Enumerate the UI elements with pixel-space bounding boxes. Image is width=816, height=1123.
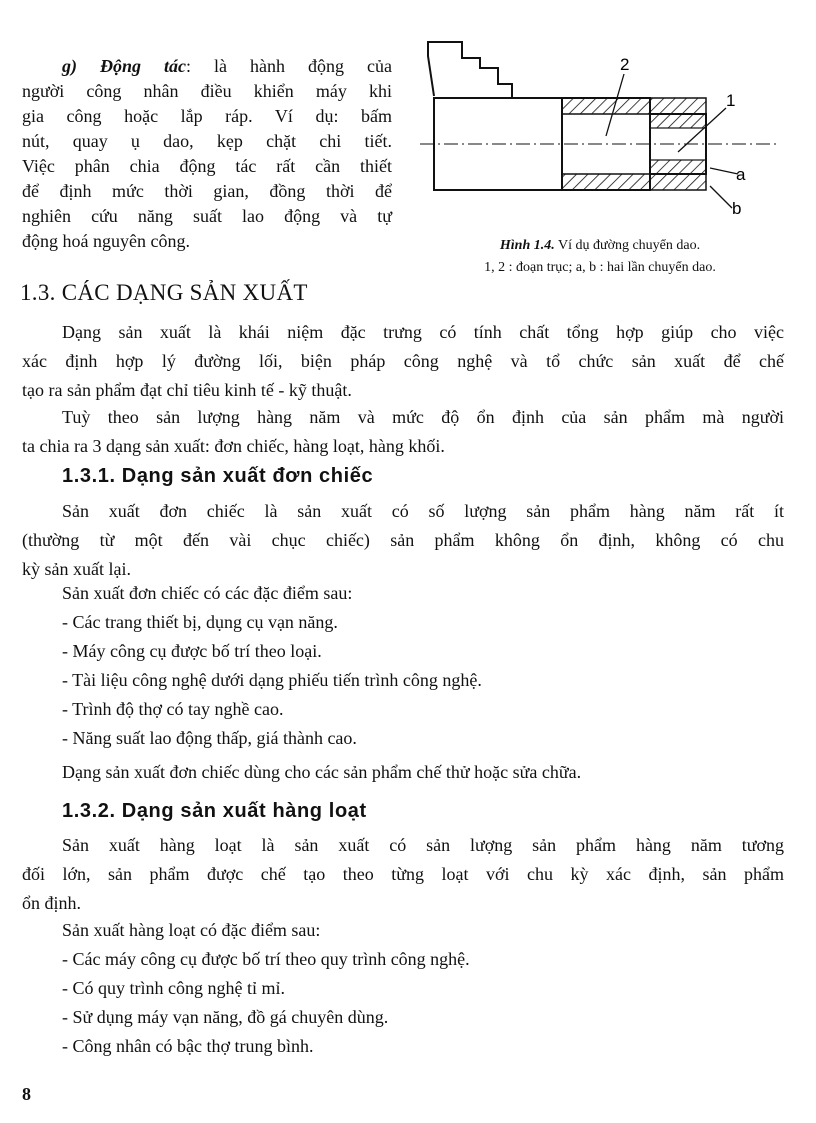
intro-line: động hoá nguyên công.: [22, 231, 190, 251]
list-item: - Sử dụng máy vạn năng, đồ gá chuyên dùng.: [62, 1007, 389, 1027]
intro-line: để định mức thời gian, đồng thời để: [22, 181, 392, 201]
section-paragraph-2: Tuỳ theo sản lượng hàng năm và mức độ ổn định của sản phẩm mà người ta chia ra 3 dạng sản xuất: đơn chiếc, hàng loạt, hàng khối.: [22, 407, 784, 456]
figure-label-a: a: [736, 165, 746, 184]
intro-line: nghiên cứu năng suất lao động và tự: [22, 206, 392, 226]
figure-label-2: 2: [620, 55, 630, 74]
sub2-feature-list: [62, 945, 470, 1061]
hatched-pass-top: [562, 98, 706, 114]
figure-label-b: b: [732, 199, 742, 218]
list-item: - Công nhân có bậc thợ trung bình.: [62, 1036, 314, 1056]
page-number: 8: [22, 1084, 31, 1104]
figure-tool-path-diagram: [420, 36, 780, 226]
subsection-heading-2: 1.3.2. Dạng sản xuất hàng loạt: [62, 800, 367, 822]
sub2-paragraph-1: Sản xuất hàng loạt là sản xuất có sản lượng sản phẩm hàng năm tương đối lớn, sản phẩm được chế tạo theo từng loạt với chu kỳ xác định, sản phẩm ổn định.: [22, 835, 784, 913]
intro-line: nút, quay ụ dao, kẹp chặt chi tiết.: [22, 131, 392, 151]
hatched-pass-a-top: [650, 114, 706, 128]
intro-line: người công nhân điều khiển máy khi: [22, 81, 392, 101]
list-item: - Năng suất lao động thấp, giá thành cao.: [62, 728, 357, 748]
figure-caption-title: Hình 1.4.: [499, 238, 555, 253]
intro-paragraph: [22, 54, 392, 254]
figure-caption-text: Ví dụ đường chuyển dao.: [554, 238, 701, 253]
figure-caption-legend: 1, 2 : đoạn trục; a, b : hai lần chuyển dao.: [484, 260, 716, 275]
list-item: - Máy công cụ được bố trí theo loại.: [62, 641, 322, 661]
subsection-heading-1: 1.3.1. Dạng sản xuất đơn chiếc: [62, 465, 374, 487]
intro-line: g) Động tác: là hành động của: [62, 56, 392, 76]
intro-line: Việc phân chia động tác rất cần thiết: [22, 156, 392, 176]
chuck-jaw-outline: [428, 42, 512, 98]
hatched-pass-bottom: [562, 174, 706, 190]
sub2-paragraph-2: Sản xuất hàng loạt có đặc điểm sau:: [62, 920, 321, 940]
list-item: - Các trang thiết bị, dụng cụ vạn năng.: [62, 612, 338, 632]
list-item: - Trình độ thợ có tay nghề cao.: [62, 699, 284, 719]
section-paragraph-1: Dạng sản xuất là khái niệm đặc trưng có tính chất tổng hợp giúp cho việc xác định hợp lý đường lối, biện pháp công nghệ và tổ chức sản xuất để chế tạo ra sản phẩm đạt chỉ tiêu kinh tế - kỹ thuật.: [22, 322, 784, 400]
list-item: - Có quy trình công nghệ tỉ mỉ.: [62, 978, 285, 998]
sub1-paragraph-1: Sản xuất đơn chiếc là sản xuất có số lượng sản phẩm hàng năm rất ít (thường từ một đến vài chục chiếc) sản phẩm không ổn định, không có chu kỳ sản xuất lại.: [22, 501, 784, 579]
figure-caption: [410, 236, 790, 256]
hatched-pass-a-bottom: [650, 160, 706, 174]
figure-label-1: 1: [726, 91, 736, 110]
list-item: - Các máy công cụ được bố trí theo quy trình công nghệ.: [62, 949, 470, 969]
section-heading: 1.3. CÁC DẠNG SẢN XUẤT: [20, 280, 308, 305]
sub1-paragraph-2: Sản xuất đơn chiếc có các đặc điểm sau:: [62, 583, 353, 603]
list-item: - Tài liệu công nghệ dưới dạng phiếu tiến trình công nghệ.: [62, 670, 482, 690]
sub1-paragraph-3: Dạng sản xuất đơn chiếc dùng cho các sản phẩm chế thử hoặc sửa chữa.: [62, 762, 582, 782]
intro-lead-term: g) Động tác: [62, 56, 187, 76]
intro-line: gia công hoặc lắp ráp. Ví dụ: bấm: [22, 106, 392, 126]
sub1-feature-list: [62, 608, 482, 753]
